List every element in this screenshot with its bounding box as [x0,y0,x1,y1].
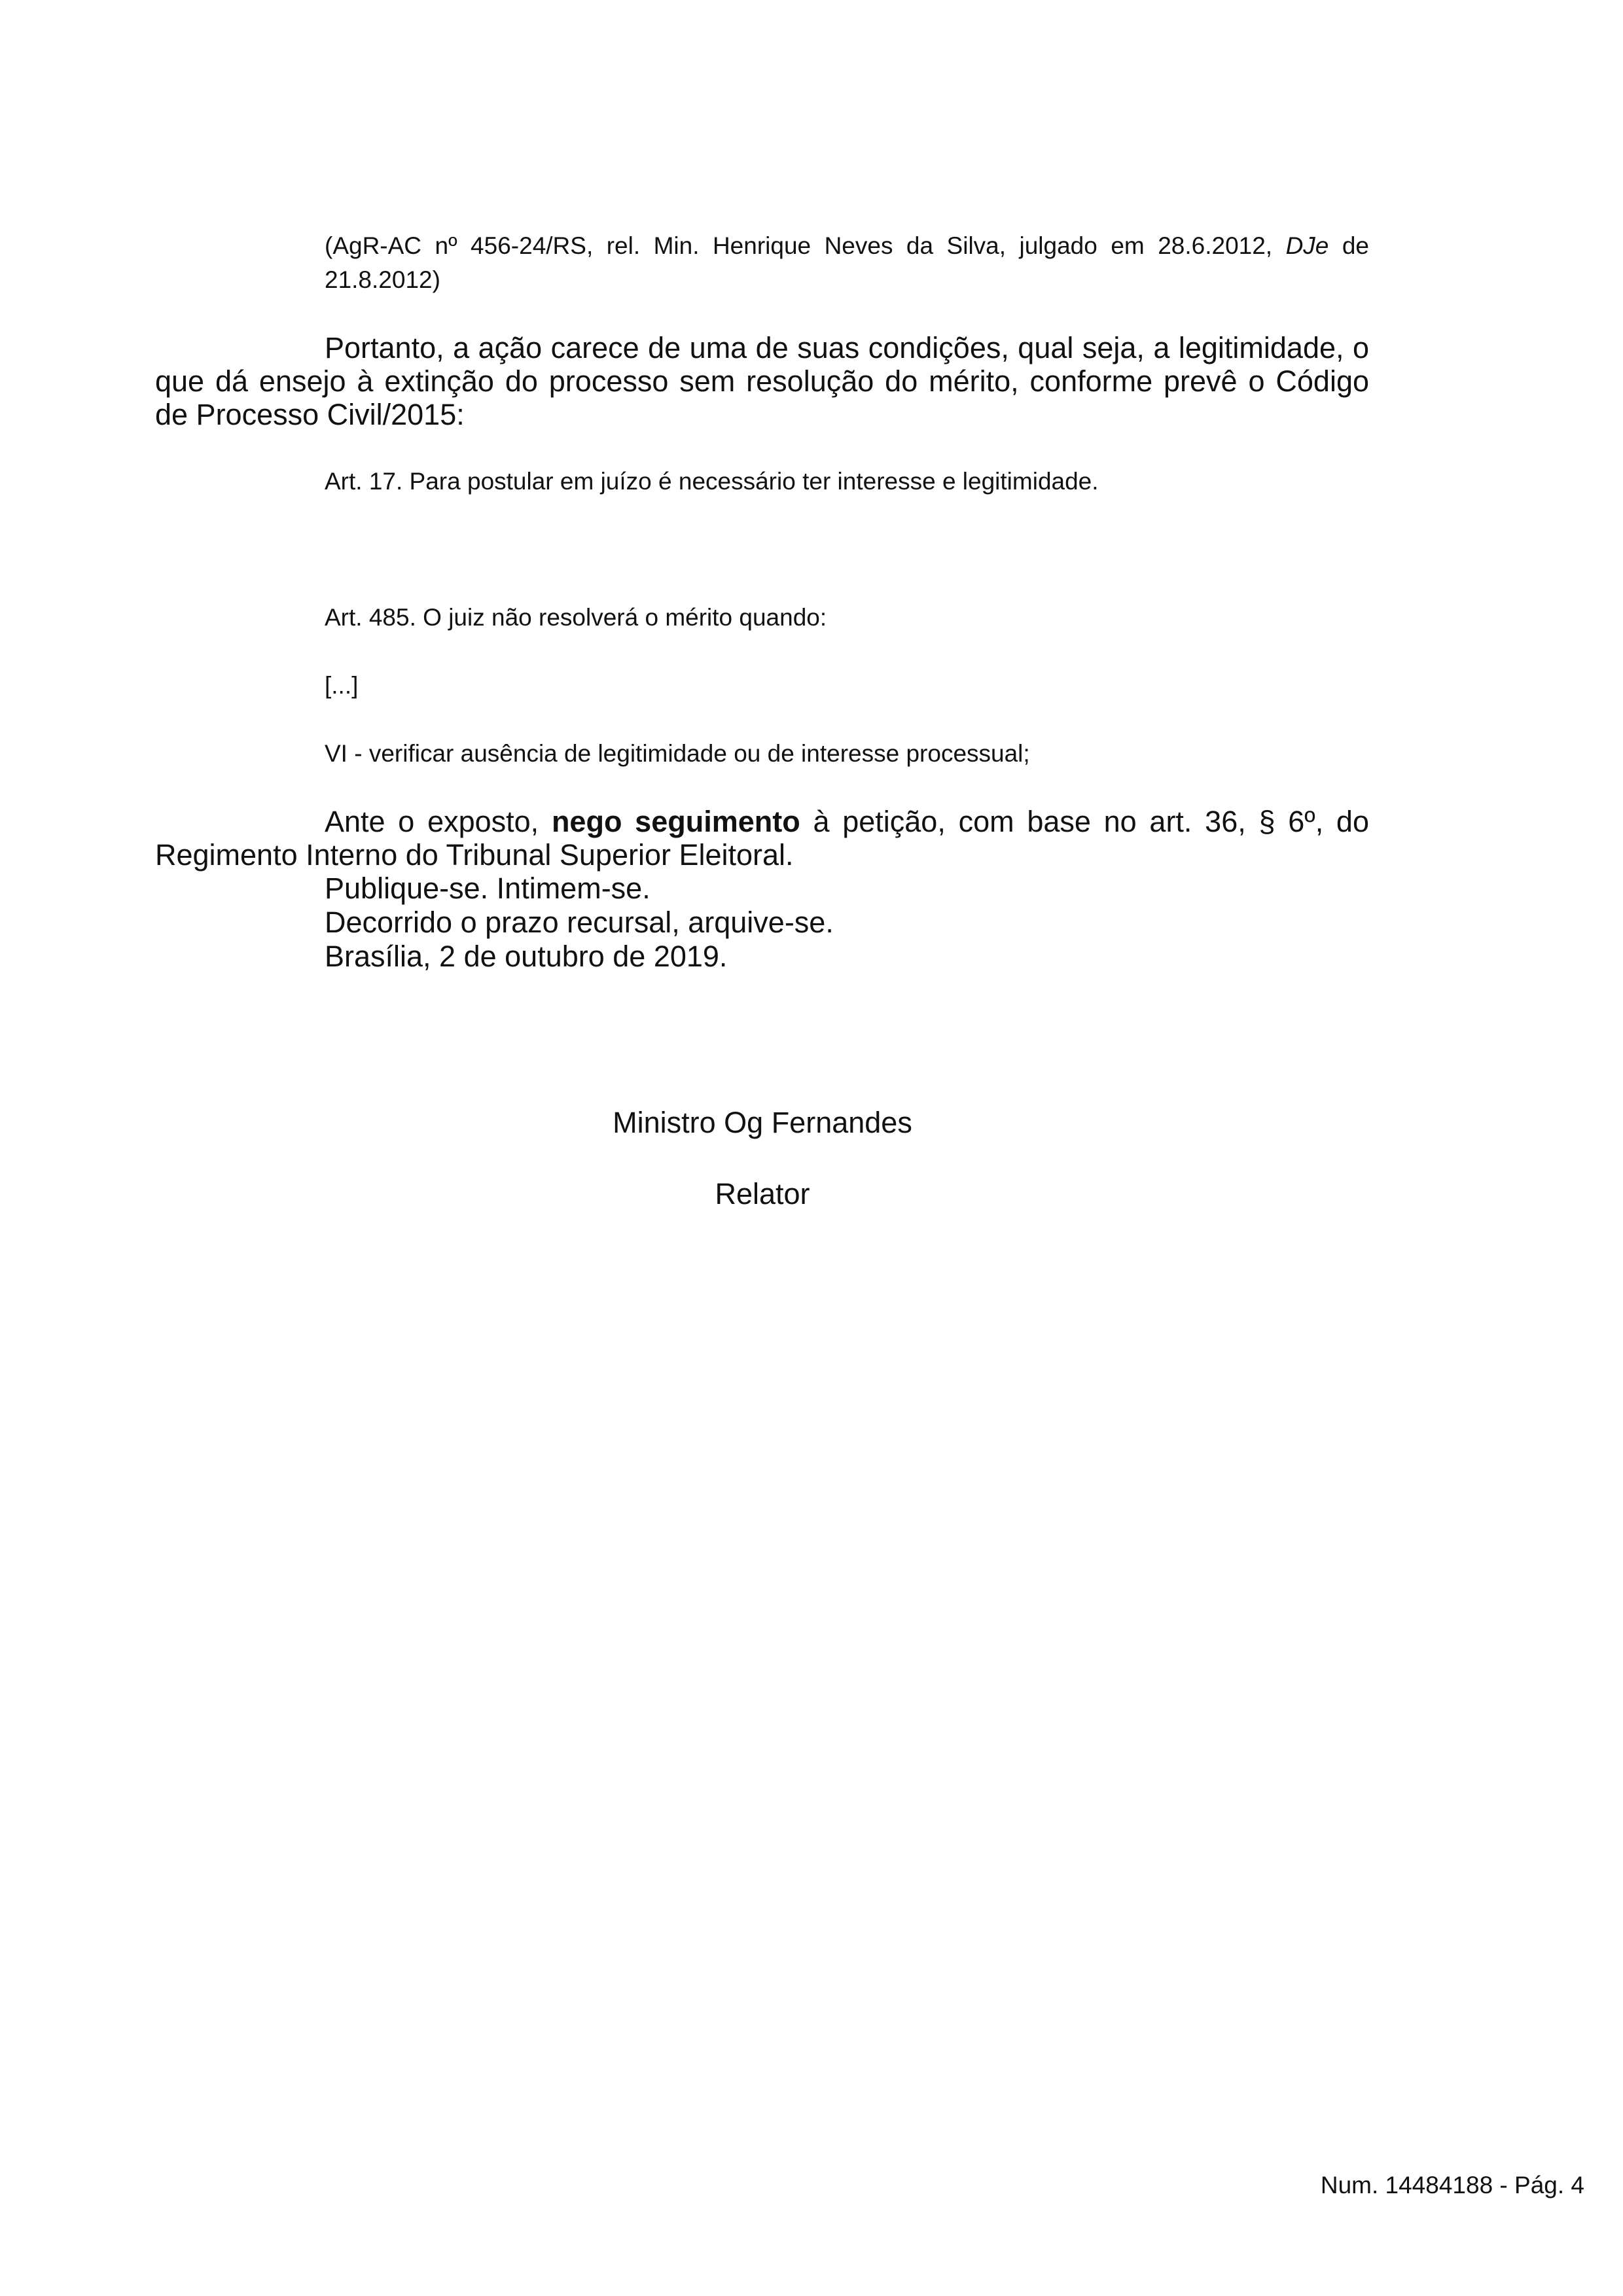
conclusion-paragraph [155,331,1369,431]
citation-text: (AgR-AC nº 456-24/RS, rel. Min. Henrique Neves da Silva, julgado em 28.6.2012, [325,232,1273,259]
decision-paragraph [155,805,1369,872]
signature-role: Relator [715,1177,810,1210]
signature-name: Ministro Og Fernandes [613,1106,912,1139]
decision-lead: Ante o exposto, [325,805,539,838]
conclusion-text: Portanto, a ação carece de uma de suas condições, qual seja, a legitimidade, o que dá ensejo à extinção do processo sem resolução do mérito, conforme prevê o Código de Processo Civil/2015: [155,331,1369,431]
art17-quote: Art. 17. Para postular em juízo é necessário ter interesse e legitimidade. [325,468,1099,495]
place-date-line: Brasília, 2 de outubro de 2019. [325,940,728,973]
publish-line: Publique-se. Intimem-se. [325,872,651,905]
ellipsis-quote: [...] [325,672,359,699]
citation-line-1 [325,229,1369,263]
citation-text-end: de [1342,232,1370,259]
page-footer: Num. 14484188 - Pág. 4 [1320,2172,1584,2199]
citation-journal: DJe [1285,232,1329,259]
art485-quote: Art. 485. O juiz não resolverá o mérito quando: [325,604,827,631]
decision-rest: à petição, com base no art. 36, § 6º, do Regimento Interno do Tribunal Superior Eleitoral. [155,805,1369,872]
archive-line: Decorrido o prazo recursal, arquive-se. [325,906,834,939]
decision-emphasis: nego seguimento [551,805,800,838]
item-vi-quote: VI - verificar ausência de legitimidade ou de interesse processual; [325,740,1030,767]
citation-line-2: 21.8.2012) [325,266,440,293]
